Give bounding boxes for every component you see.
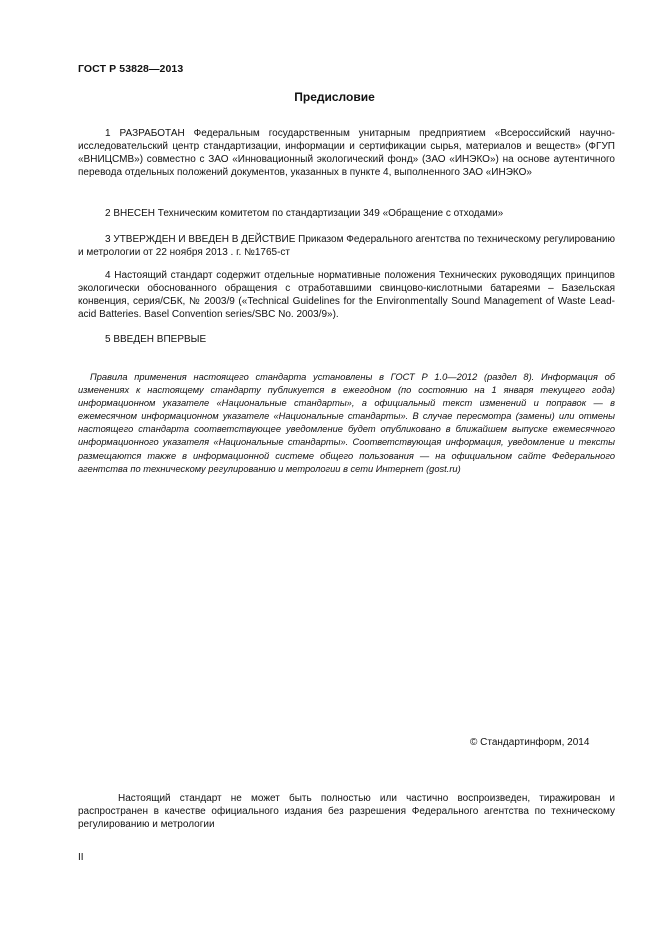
application-rules-notice: Правила применения настоящего стандарта установлены в ГОСТ Р 1.0—2012 (раздел 8). Информация об изменениях к настоящему стандарту публикуется в ежегодном (по состоянию на 1 января текущего года) информационном указателе «Национальные стандарты», а официальный текст изменений и поправок — в ежемесячном информационном указателе «Национальные стандарты». В случае пересмотра (замены) или отмены настоящего стандарта соответствующее уведомление будет опубликовано в ближайшем выпуске ежемесячного информационного указателя «Национальные стандарты». Соответствующая информация, уведомление и тексты размещаются также в информационной системе общего пользования — на официальном сайте Федерального агентства по техническому регулированию и метрологии в сети Интернет (gost.ru) (78, 372, 615, 474)
section-title: Предисловие (294, 90, 375, 104)
page-number: II (78, 852, 84, 863)
paragraph-approved: 3 УТВЕРЖДЕН И ВВЕДЕН В ДЕЙСТВИЕ Приказом Федерального агентства по техническому регулированию и метрологии от 22 ноября 2013 . г. №1765-ст (78, 234, 615, 258)
paragraph-content-source: 4 Настоящий стандарт содержит отдельные нормативные положения Технических руководящих принципов экологически обоснованного обращения с отработавшими свинцово-кислотными батареями – Базельская конвенция, серия/СБК, № 2003/9 («Technical Guidelines for the Environmentally Sound Management of Waste Lead-acid Batteries. Basel Convention series/SBC No. 2003/9»). (78, 270, 615, 320)
document-code: ГОСТ Р 53828—2013 (78, 63, 184, 75)
paragraph-developed-by: 1 РАЗРАБОТАН Федеральным государственным унитарным предприятием «Всероссийский научно-исследовательский центр стандартизации, информации и сертификации сырья, материалов и веществ» (ФГУП «ВНИЦСМВ») совместно с ЗАО «Инновационный экологический фонд» (ЗАО «ИНЭКО») на основе аутентичного перевода отдельных положений документов, указанных в пункте 4, выполненного ЗАО «ИНЭКО» (78, 128, 615, 178)
paragraph-introduced-first: 5 ВВЕДЕН ВПЕРВЫЕ (105, 334, 207, 345)
paragraph-introduced-by: 2 ВНЕСЕН Техническим комитетом по стандартизации 349 «Обращение с отходами» (105, 208, 504, 219)
reproduction-restriction-note: Настоящий стандарт не может быть полностью или частично воспроизведен, тиражирован и распространен в качестве официального издания без разрешения Федерального агентства по техническому регулированию и метрологии (78, 793, 615, 830)
copyright-line: © Стандартинформ, 2014 (470, 737, 590, 748)
